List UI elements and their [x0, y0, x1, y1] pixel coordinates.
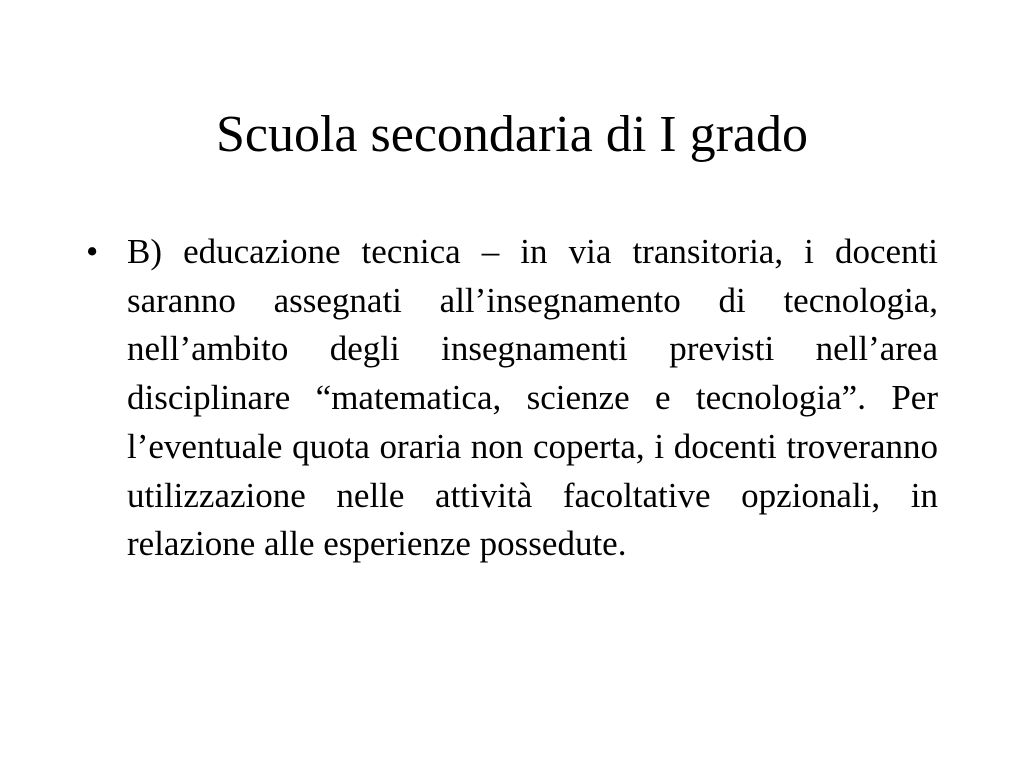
bullet-text: B) educazione tecnica – in via transitoria, i docenti saranno assegnati all’insegnamento di tecnologia, nell’ambito degli insegnamenti previsti nell’area disciplinare “matematica, scienze e tecnologia”. Per l’eventuale quota oraria non coperta, i docenti troveranno utilizzazione nelle attività facoltative opzionali, in relazione alle esperienze possedute. — [127, 232, 938, 564]
bullet-marker: • — [86, 232, 99, 271]
bullet-item — [86, 228, 938, 569]
slide-title: Scuola secondaria di I grado — [215, 106, 808, 163]
bullet-list — [86, 228, 938, 569]
